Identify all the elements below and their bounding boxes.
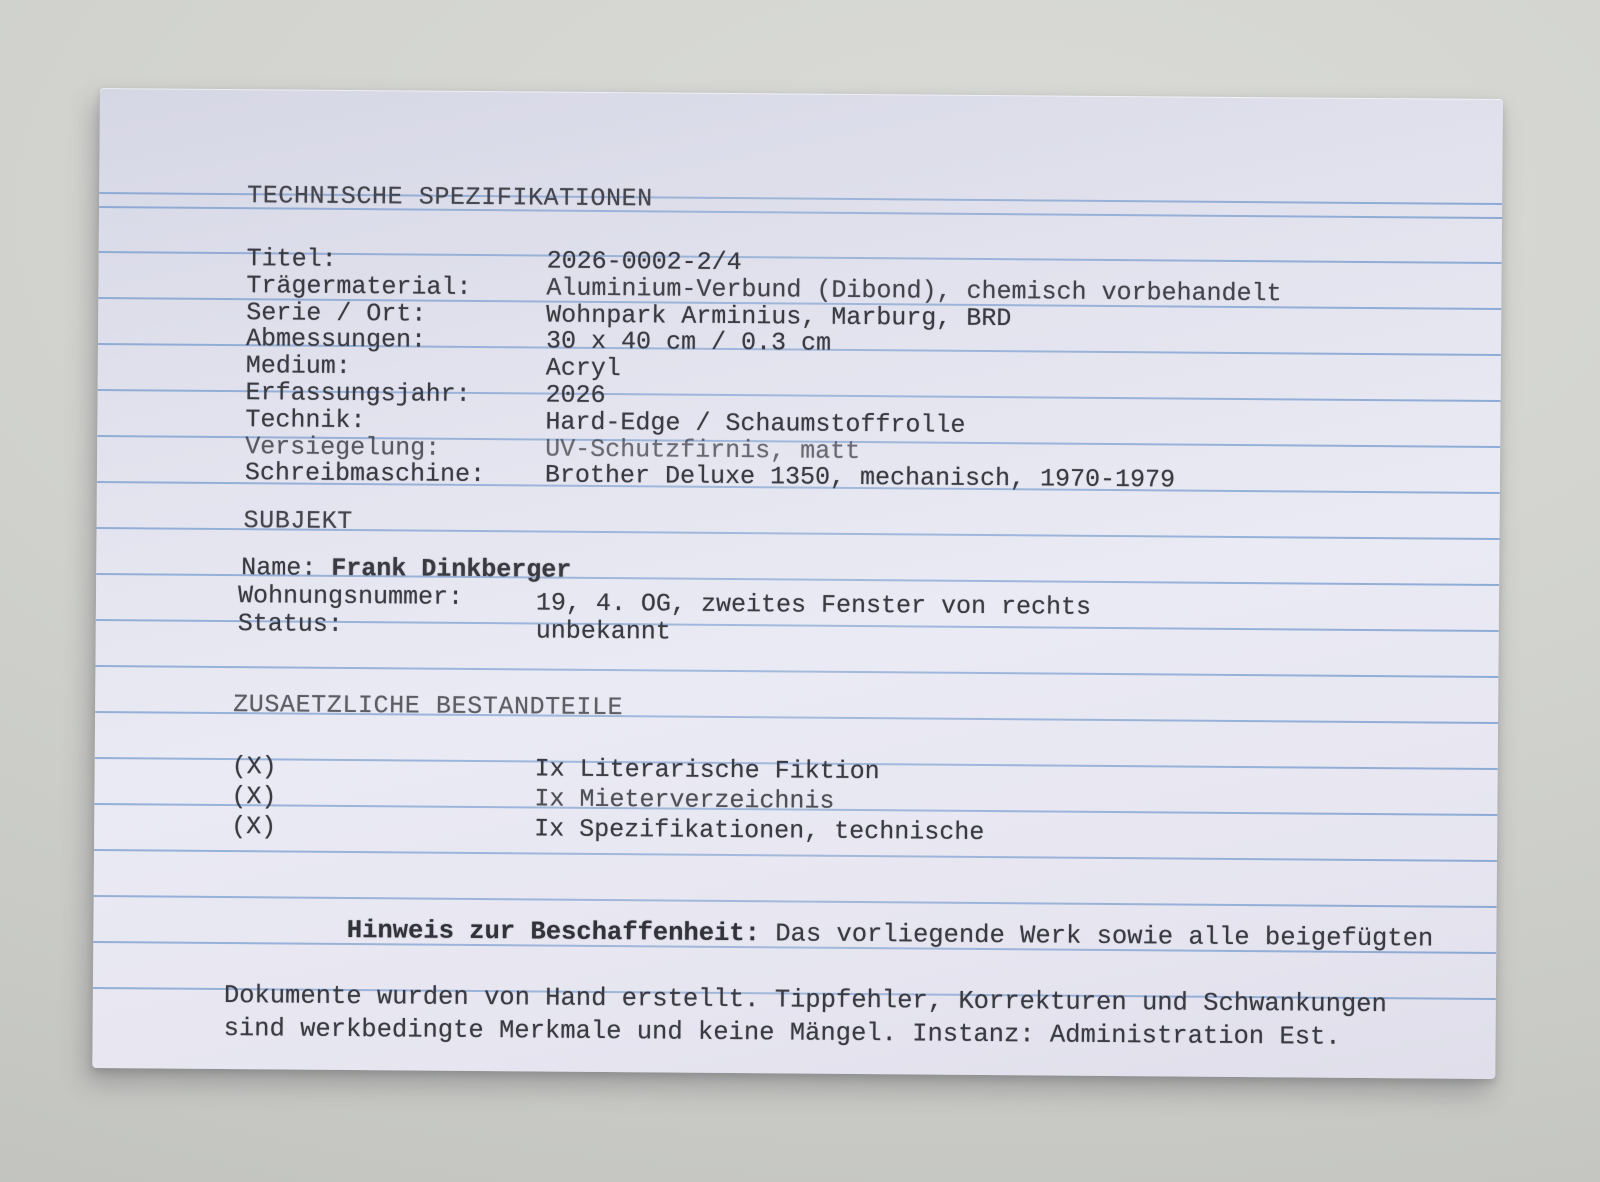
ruled-line — [95, 665, 1498, 678]
spec-label: Technik: — [245, 404, 366, 435]
subject-name-row — [241, 553, 571, 585]
spec-value: 2026 — [545, 380, 606, 410]
spec-label: Abmessungen: — [245, 324, 427, 355]
spec-label: Schreibmaschine: — [244, 458, 486, 490]
spec-value: UV-Schutzfirnis, matt — [545, 434, 861, 466]
specs-section-title: TECHNISCHE SPEZIFIKATIONEN — [247, 181, 653, 214]
note-line-3: sind werkbedingte Merkmale und keine Mängel. Instanz: Administration Est. — [223, 1014, 1341, 1052]
subject-section-title: SUBJEKT — [243, 506, 353, 536]
components-section-title: ZUSAETZLICHE BESTANDTEILE — [233, 690, 624, 723]
specs-table — [245, 244, 1282, 493]
component-item — [231, 812, 984, 848]
subject-value: unbekannt — [535, 616, 671, 647]
note-lead: Hinweis zur Beschaffenheit: — [346, 915, 761, 949]
spec-value: Wohnpark Arminius, Marburg, BRD — [546, 300, 1012, 333]
spec-label: Titel: — [246, 244, 337, 274]
spec-value: 2026-0002-2/4 — [546, 246, 742, 278]
subject-label: Status: — [237, 609, 343, 639]
note-line-2: Dokumente wurden von Hand erstellt. Tippfehler, Korrekturen und Schwankungen — [223, 981, 1387, 1020]
ruled-line — [94, 849, 1497, 862]
spec-value: Hard-Edge / Schaumstoffrolle — [545, 407, 966, 440]
subject-table — [237, 581, 1092, 647]
subject-value: 19, 4. OG, zweites Fenster von rechts — [535, 588, 1092, 622]
spec-label: Medium: — [245, 351, 351, 382]
components-list — [231, 752, 985, 848]
note-line-1-rest: Das vorliegende Werk sowie alle beigefügten — [759, 919, 1434, 954]
checked-mark: (X) — [231, 782, 277, 812]
component-value: Ix Mieterverzeichnis — [534, 784, 835, 816]
spec-value: Brother Deluxe 1350, mechanisch, 1970-1979 — [544, 460, 1176, 495]
spec-value: Aluminium-Verbund (Dibond), chemisch vorbehandelt — [546, 273, 1282, 309]
spec-value: Acryl — [545, 353, 621, 384]
checked-mark: (X) — [231, 812, 277, 842]
component-value: Ix Literarische Fiktion — [534, 754, 880, 787]
spec-label: Serie / Ort: — [246, 297, 427, 329]
index-card — [92, 88, 1503, 1079]
spec-label: Erfassungsjahr: — [245, 378, 471, 409]
spec-label: Trägermaterial: — [246, 270, 472, 302]
subject-name-label: Name: — [241, 553, 317, 583]
component-value: Ix Spezifikationen, technische — [534, 814, 985, 847]
subject-name-value: Frank Dinkberger — [331, 553, 572, 585]
spec-label: Versiegelung: — [245, 431, 441, 463]
checked-mark: (X) — [231, 752, 277, 782]
subject-label: Wohnungsnummer: — [237, 581, 464, 612]
note-line-1 — [224, 880, 1434, 988]
spec-value: 30 x 40 cm / 0.3 cm — [545, 326, 832, 359]
note-paragraph — [223, 880, 1433, 1054]
